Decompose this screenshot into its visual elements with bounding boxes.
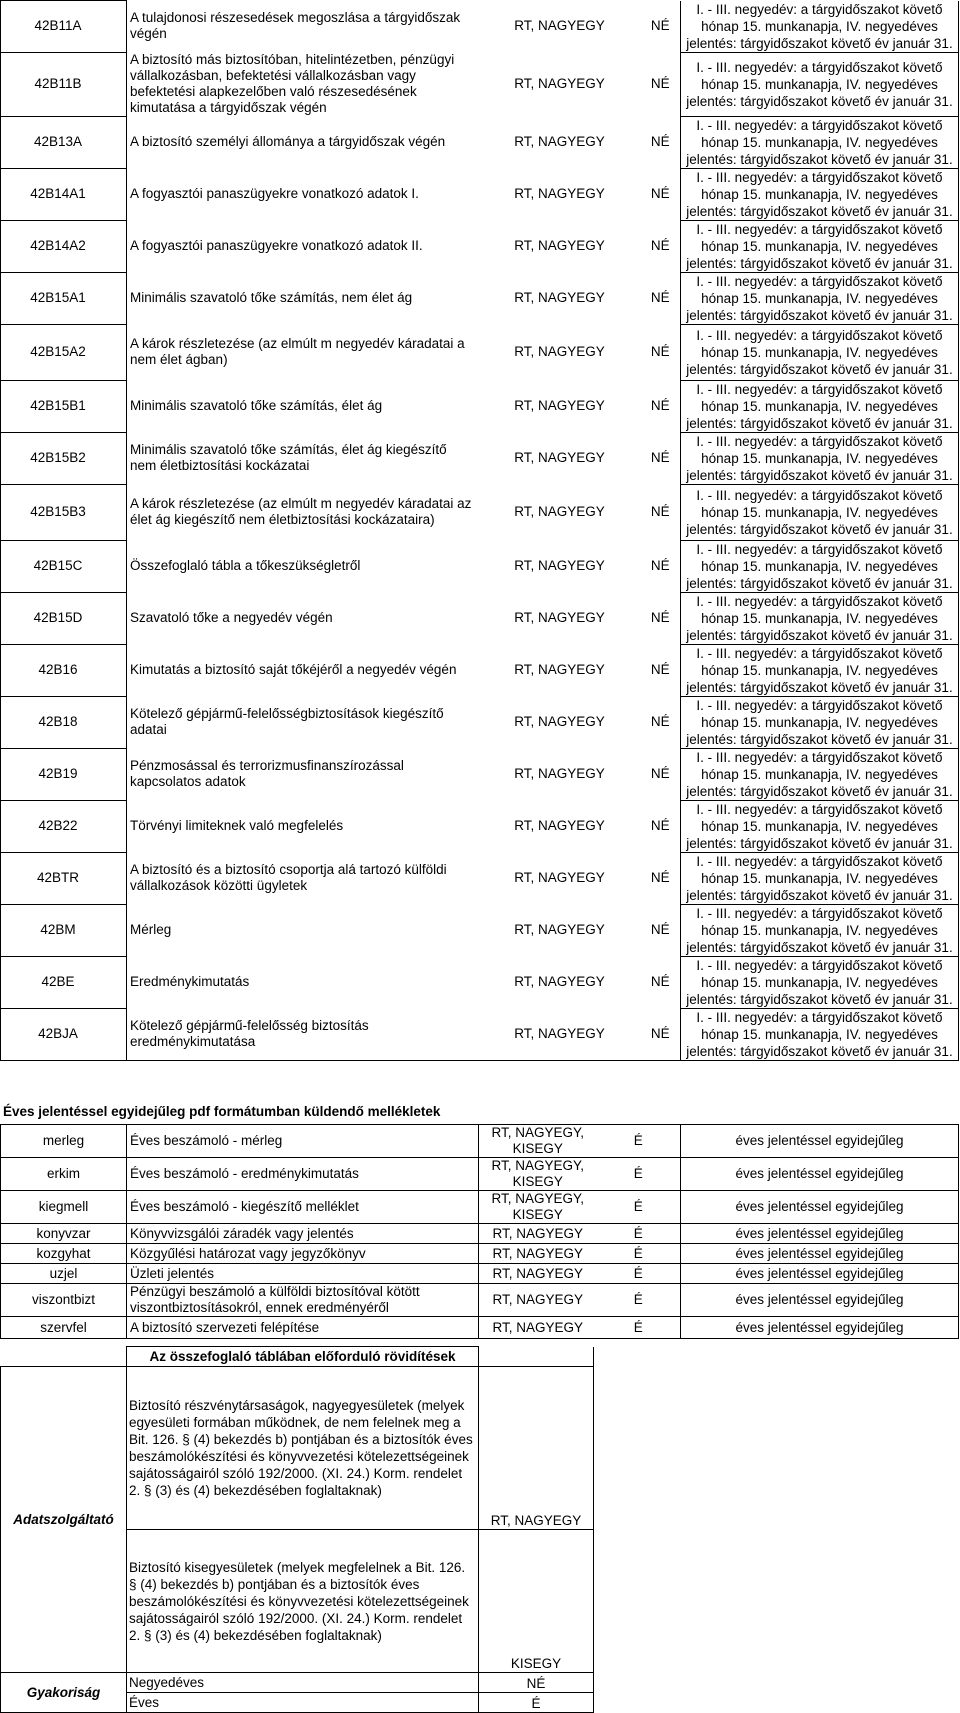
deadline-line1: I. - III. negyedév: a tárgyidőszakot követő (696, 487, 943, 503)
report-description: A fogyasztói panaszügyekre vonatkozó adatok II. (127, 220, 479, 272)
table-row (1, 220, 959, 272)
table-row (1, 696, 959, 748)
report-code: 42B18 (1, 696, 127, 748)
attachment-provider (479, 1158, 597, 1191)
attachment-provider (479, 1317, 597, 1339)
report-code: 42B11B (1, 52, 127, 116)
provider-line-1: RT, NAGYEGY (492, 1245, 584, 1261)
deadline-line2: hónap 15. munkanapja, IV. negyedéves (701, 18, 938, 34)
attachment-provider (479, 1284, 597, 1317)
report-provider: RT, NAGYEGY (514, 238, 605, 253)
report-description: A károk részletezése (az elmúlt m negyedév káradatai a nem élet ágban) (127, 324, 479, 380)
report-deadline (681, 1008, 959, 1060)
deadline-line3: jelentés: tárgyidőszakot követő év január 31. (686, 151, 953, 167)
provider-line-1: RT, NAGYEGY, (491, 1125, 585, 1140)
deadline-line3: jelentés: tárgyidőszakot követő év január 31. (686, 521, 953, 537)
attachment-frequency: É (597, 1317, 681, 1339)
deadline-line2: hónap 15. munkanapja, IV. negyedéves (701, 76, 938, 92)
attachment-code: erkim (1, 1158, 127, 1191)
report-code: 42B13A (1, 116, 127, 168)
table-row (1, 380, 959, 432)
abbr-code-ne: NÉ (479, 1673, 594, 1693)
deadline-line3: jelentés: tárgyidőszakot követő év január 31. (686, 361, 953, 377)
deadline-line3: jelentés: tárgyidőszakot követő év január 31. (686, 679, 953, 695)
report-description: A tulajdonosi részesedések megoszlása a tárgyidőszak végén (127, 1, 479, 53)
deadline-line3: jelentés: tárgyidőszakot követő év január 31. (686, 627, 953, 643)
report-description: Mérleg (127, 904, 479, 956)
table-row (1, 1191, 959, 1224)
table-row (1, 852, 959, 904)
deadline-line1: I. - III. negyedév: a tárgyidőszakot követő (696, 273, 943, 289)
report-frequency: NÉ (650, 766, 670, 781)
table-row (1, 1, 959, 53)
report-code: 42BJA (1, 1008, 127, 1060)
report-frequency: NÉ (641, 1008, 681, 1060)
deadline-line2: hónap 15. munkanapja, IV. negyedéves (701, 766, 938, 782)
attachment-provider (479, 1125, 597, 1158)
table-row (1, 1264, 959, 1284)
deadline-line1: I. - III. negyedév: a tárgyidőszakot követő (696, 1009, 943, 1025)
report-provider: RT, NAGYEGY (514, 922, 605, 937)
report-frequency: NÉ (650, 398, 670, 413)
attachment-provider (479, 1224, 597, 1244)
report-code: 42B15D (1, 592, 127, 644)
table-row (1, 324, 959, 380)
attachment-deadline: éves jelentéssel egyidejűleg (681, 1284, 959, 1317)
deadline-line1: I. - III. negyedév: a tárgyidőszakot követő (696, 1, 943, 17)
attachment-frequency: É (597, 1284, 681, 1317)
report-provider: RT, NAGYEGY (514, 974, 605, 989)
report-description: Pénzmosással és terrorizmusfinanszírozással kapcsolatos adatok (127, 748, 479, 800)
deadline-line1: I. - III. negyedév: a tárgyidőszakot követő (696, 221, 943, 237)
deadline-line1: I. - III. negyedév: a tárgyidőszakot követő (696, 593, 943, 609)
provider-line-2: KISEGY (512, 1174, 563, 1189)
frequency-label: Gyakoriság (1, 1673, 127, 1713)
report-provider: RT, NAGYEGY (514, 714, 605, 729)
attachment-frequency: É (597, 1264, 681, 1284)
report-deadline (681, 540, 959, 592)
attachment-frequency: É (597, 1125, 681, 1158)
deadline-line2: hónap 15. munkanapja, IV. negyedéves (701, 714, 938, 730)
report-description: Kötelező gépjármű-felelősség biztosítás eredménykimutatása (127, 1008, 479, 1060)
deadline-line1: I. - III. negyedév: a tárgyidőszakot követő (696, 645, 943, 661)
report-description: Kötelező gépjármű-felelősségbiztosítások kiegészítő adatai (127, 696, 479, 748)
report-description: A fogyasztói panaszügyekre vonatkozó adatok I. (127, 168, 479, 220)
table-row (1, 592, 959, 644)
deadline-line3: jelentés: tárgyidőszakot követő év január 31. (686, 887, 953, 903)
annual-attachments-title: Éves jelentéssel egyidejűleg pdf formátumban küldendő mellékletek (3, 1104, 441, 1119)
deadline-line3: jelentés: tárgyidőszakot követő év január 31. (686, 731, 953, 747)
report-description: Törvényi limiteknek való megfelelés (127, 800, 479, 852)
deadline-line3: jelentés: tárgyidőszakot követő év január 31. (686, 783, 953, 799)
deadline-line1: I. - III. negyedév: a tárgyidőszakot követő (696, 59, 943, 75)
report-deadline (681, 220, 959, 272)
report-provider: RT, NAGYEGY (514, 610, 605, 625)
deadline-line2: hónap 15. munkanapja, IV. negyedéves (701, 662, 938, 678)
report-frequency: NÉ (650, 504, 670, 519)
deadline-line3: jelentés: tárgyidőszakot követő év január 31. (686, 575, 953, 591)
deadline-line3: jelentés: tárgyidőszakot követő év január 31. (686, 467, 953, 483)
attachment-deadline: éves jelentéssel egyidejűleg (681, 1317, 959, 1339)
provider-line-1: RT, NAGYEGY (492, 1319, 584, 1335)
attachment-frequency: É (597, 1158, 681, 1191)
report-provider: RT, NAGYEGY (514, 134, 605, 149)
deadline-line2: hónap 15. munkanapja, IV. negyedéves (701, 1026, 938, 1042)
deadline-line3: jelentés: tárgyidőszakot követő év január 31. (686, 939, 953, 955)
report-provider: RT, NAGYEGY (514, 504, 605, 519)
report-provider: RT, NAGYEGY (514, 450, 605, 465)
provider-line-2: KISEGY (512, 1141, 563, 1156)
deadline-line2: hónap 15. munkanapja, IV. negyedéves (701, 238, 938, 254)
abbr-code-e: É (479, 1693, 594, 1713)
table-row (1, 116, 959, 168)
deadline-line1: I. - III. negyedév: a tárgyidőszakot követő (696, 801, 943, 817)
table-row (1, 800, 959, 852)
table-row (1, 1008, 959, 1060)
attachment-provider (479, 1191, 597, 1224)
report-provider: RT, NAGYEGY (514, 662, 605, 677)
table-row (1, 644, 959, 696)
report-description: Kimutatás a biztosító saját tőkéjéről a negyedév végén (127, 644, 479, 696)
table-row (1, 432, 959, 484)
table-row (1, 484, 959, 540)
report-code: 42BM (1, 904, 127, 956)
deadline-line1: I. - III. negyedév: a tárgyidőszakot követő (696, 853, 943, 869)
deadline-line1: I. - III. negyedév: a tárgyidőszakot követő (696, 117, 943, 133)
report-description: A károk részletezése (az elmúlt m negyedév káradatai az élet ág kiegészítő nem életbiztosítási kockázataira) (127, 484, 479, 540)
abbr-desc-kisegy: Biztosító kisegyesületek (melyek megfelelnek a Bit. 126. § (4) bekezdés b) pontjában és a biztosítók éves beszámolókészítési és könyvvezetési kötelezettségeinek sajátosságairól szóló 192/2000. (XI. 24.) Korm. rendelet 2. § (3) és (4) bekezdésében foglaltaknak) (127, 1530, 479, 1673)
deadline-line1: I. - III. negyedév: a tárgyidőszakot követő (696, 327, 943, 343)
attachment-deadline: éves jelentéssel egyidejűleg (681, 1244, 959, 1264)
report-description: A biztosító személyi állománya a tárgyidőszak végén (127, 116, 479, 168)
deadline-line2: hónap 15. munkanapja, IV. negyedéves (701, 186, 938, 202)
deadline-line2: hónap 15. munkanapja, IV. negyedéves (701, 610, 938, 626)
table-row (1, 272, 959, 324)
attachment-frequency: É (597, 1191, 681, 1224)
table-row (1, 1224, 959, 1244)
deadline-line2: hónap 15. munkanapja, IV. negyedéves (701, 450, 938, 466)
report-deadline (681, 324, 959, 380)
attachment-frequency: É (597, 1244, 681, 1264)
deadline-line2: hónap 15. munkanapja, IV. negyedéves (701, 134, 938, 150)
report-deadline (681, 800, 959, 852)
report-provider: RT, NAGYEGY (514, 290, 605, 305)
report-frequency: NÉ (650, 870, 670, 885)
attachment-deadline: éves jelentéssel egyidejűleg (681, 1224, 959, 1244)
table-row (1, 1125, 959, 1158)
table-row (1, 904, 959, 956)
report-deadline (681, 168, 959, 220)
deadline-line3: jelentés: tárgyidőszakot követő év január 31. (686, 93, 953, 109)
report-code: 42BE (1, 956, 127, 1008)
provider-line-1: RT, NAGYEGY (492, 1225, 584, 1241)
report-description: Szavatoló tőke a negyedév végén (127, 592, 479, 644)
report-frequency: NÉ (650, 974, 670, 989)
deadline-line2: hónap 15. munkanapja, IV. negyedéves (701, 870, 938, 886)
report-frequency: NÉ (650, 818, 670, 833)
abbr-desc-ne: Negyedéves (127, 1673, 479, 1693)
report-deadline (681, 592, 959, 644)
deadline-line1: I. - III. negyedév: a tárgyidőszakot követő (696, 381, 943, 397)
attachment-code: kiegmell (1, 1191, 127, 1224)
deadline-line3: jelentés: tárgyidőszakot követő év január 31. (686, 991, 953, 1007)
report-frequency: NÉ (650, 922, 670, 937)
table-row (1, 956, 959, 1008)
table-row (1, 52, 959, 116)
abbr-code-kisegy: KISEGY (479, 1530, 594, 1673)
report-description: Összefoglaló tábla a tőkeszükségletről (127, 540, 479, 592)
abbr-desc-e: Éves (127, 1693, 479, 1713)
report-deadline (681, 1, 959, 53)
deadline-line2: hónap 15. munkanapja, IV. negyedéves (701, 290, 938, 306)
table-row (1, 748, 959, 800)
report-code: 42B15A1 (1, 272, 127, 324)
report-deadline (681, 116, 959, 168)
report-deadline (681, 432, 959, 484)
report-deadline (681, 696, 959, 748)
abbreviations-table (0, 1346, 594, 1713)
report-description: A biztosító és a biztosító csoportja alá tartozó külföldi vállalkozások közötti ügyletek (127, 852, 479, 904)
report-code: 42BTR (1, 852, 127, 904)
table-row (1, 540, 959, 592)
deadline-line1: I. - III. negyedév: a tárgyidőszakot követő (696, 433, 943, 449)
deadline-line1: I. - III. negyedév: a tárgyidőszakot követő (696, 169, 943, 185)
provider-line-1: RT, NAGYEGY, (491, 1191, 585, 1206)
report-frequency: NÉ (650, 610, 670, 625)
report-provider: RT, NAGYEGY (514, 558, 605, 573)
report-frequency: NÉ (650, 134, 670, 149)
report-deadline (681, 380, 959, 432)
report-frequency: NÉ (650, 714, 670, 729)
deadline-line3: jelentés: tárgyidőszakot követő év január 31. (686, 835, 953, 851)
table-row (1, 1284, 959, 1317)
report-code: 42B15A2 (1, 324, 127, 380)
attachment-description: Éves beszámoló - eredménykimutatás (127, 1158, 479, 1191)
annual-attachments-table (0, 1124, 959, 1339)
report-provider: RT, NAGYEGY (514, 344, 605, 359)
report-frequency: NÉ (650, 186, 670, 201)
provider-line-1: RT, NAGYEGY (492, 1292, 584, 1307)
attachment-provider (479, 1264, 597, 1284)
attachment-description: Könyvvizsgálói záradék vagy jelentés (127, 1224, 479, 1244)
report-code: 42B11A (1, 1, 127, 53)
report-frequency: NÉ (650, 662, 670, 677)
deadline-line2: hónap 15. munkanapja, IV. negyedéves (701, 974, 938, 990)
deadline-line3: jelentés: tárgyidőszakot követő év január 31. (686, 1043, 953, 1059)
attachment-description: A biztosító szervezeti felépítése (127, 1317, 479, 1339)
provider-line-2: KISEGY (512, 1207, 563, 1222)
report-code: 42B19 (1, 748, 127, 800)
report-frequency: NÉ (650, 450, 670, 465)
report-code: 42B15B2 (1, 432, 127, 484)
report-code: 42B22 (1, 800, 127, 852)
provider-line-1: RT, NAGYEGY, (491, 1158, 585, 1173)
deadline-line2: hónap 15. munkanapja, IV. negyedéves (701, 922, 938, 938)
report-provider: RT, NAGYEGY (514, 766, 605, 781)
deadline-line3: jelentés: tárgyidőszakot követő év január 31. (686, 307, 953, 323)
report-provider: RT, NAGYEGY (514, 870, 605, 885)
attachment-code: uzjel (1, 1264, 127, 1284)
deadline-line2: hónap 15. munkanapja, IV. negyedéves (701, 344, 938, 360)
provider-label: Adatszolgáltató (1, 1367, 127, 1673)
deadline-line1: I. - III. negyedév: a tárgyidőszakot követő (696, 957, 943, 973)
deadline-line1: I. - III. negyedév: a tárgyidőszakot követő (696, 697, 943, 713)
deadline-line1: I. - III. negyedév: a tárgyidőszakot követő (696, 905, 943, 921)
deadline-line3: jelentés: tárgyidőszakot követő év január 31. (686, 415, 953, 431)
report-provider: RT, NAGYEGY (514, 818, 605, 833)
report-deadline (681, 644, 959, 696)
deadline-line2: hónap 15. munkanapja, IV. negyedéves (701, 504, 938, 520)
report-frequency: NÉ (650, 344, 670, 359)
deadline-line2: hónap 15. munkanapja, IV. negyedéves (701, 398, 938, 414)
table-row (1, 1244, 959, 1264)
table-row (1, 1317, 959, 1339)
deadline-line3: jelentés: tárgyidőszakot követő év január 31. (686, 203, 953, 219)
deadline-line2: hónap 15. munkanapja, IV. negyedéves (701, 558, 938, 574)
attachment-deadline: éves jelentéssel egyidejűleg (681, 1191, 959, 1224)
report-description: Minimális szavatoló tőke számítás, nem élet ág (127, 272, 479, 324)
report-frequency: NÉ (650, 290, 670, 305)
attachment-provider (479, 1244, 597, 1264)
report-description: A biztosító más biztosítóban, hitelintézetben, pénzügyi vállalkozásban, befektetési vállalkozásban vagy befektetési alapkezelőben való részesedésének kimutatása a tárgyidőszak végén (127, 52, 479, 116)
report-description: Minimális szavatoló tőke számítás, élet ág kiegészítő nem életbiztosítási kockázatai (127, 432, 479, 484)
deadline-line2: hónap 15. munkanapja, IV. negyedéves (701, 818, 938, 834)
report-frequency: NÉ (650, 18, 670, 34)
report-code: 42B15B1 (1, 380, 127, 432)
report-deadline (681, 272, 959, 324)
attachment-description: Éves beszámoló - kiegészítő melléklet (127, 1191, 479, 1224)
attachment-description: Pénzügyi beszámoló a külföldi biztosítóval kötött viszontbiztosításokról, ennek eredményéről (127, 1284, 479, 1317)
attachment-code: konyvzar (1, 1224, 127, 1244)
table-row (1, 168, 959, 220)
attachment-description: Üzleti jelentés (127, 1264, 479, 1284)
report-frequency: NÉ (650, 558, 670, 573)
report-provider: RT, NAGYEGY (479, 1008, 641, 1060)
attachment-code: szervfel (1, 1317, 127, 1339)
report-provider: RT, NAGYEGY (514, 18, 605, 34)
attachment-code: viszontbizt (1, 1284, 127, 1317)
table-row (1, 1158, 959, 1191)
attachment-deadline: éves jelentéssel egyidejűleg (681, 1125, 959, 1158)
report-code: 42B16 (1, 644, 127, 696)
report-deadline (681, 748, 959, 800)
report-code: 42B15C (1, 540, 127, 592)
report-provider: RT, NAGYEGY (514, 76, 605, 91)
report-description: Eredménykimutatás (127, 956, 479, 1008)
attachment-deadline: éves jelentéssel egyidejűleg (681, 1264, 959, 1284)
report-code: 42B14A2 (1, 220, 127, 272)
abbr-code-rt: RT, NAGYEGY (479, 1367, 594, 1530)
report-deadline (681, 52, 959, 116)
report-deadline (681, 904, 959, 956)
attachment-frequency: É (597, 1224, 681, 1244)
report-deadline (681, 484, 959, 540)
deadline-line1: I. - III. negyedév: a tárgyidőszakot követő (696, 749, 943, 765)
deadline-line3: jelentés: tárgyidőszakot követő év január 31. (686, 35, 953, 51)
deadline-line1: I. - III. negyedév: a tárgyidőszakot követő (696, 541, 943, 557)
attachment-code: merleg (1, 1125, 127, 1158)
report-frequency: NÉ (650, 76, 670, 91)
abbr-desc-rt: Biztosító részvénytársaságok, nagyegyesületek (melyek egyesületi formában működnek, de nem felelnek meg a Bit. 126. § (4) bekezdés b) pontjában és a biztosítók éves beszámolókészítési és könyvvezetési kötelezettségeinek sajátosságairól szóló 192/2000. (XI. 24.) Korm. rendelet 2. § (3) és (4) bekezdésében foglaltaknak) (127, 1367, 479, 1530)
abbreviations-title: Az összefoglaló táblában előforduló rövidítések (127, 1347, 479, 1367)
report-description: Minimális szavatoló tőke számítás, élet ág (127, 380, 479, 432)
report-deadline (681, 956, 959, 1008)
report-code: 42B15B3 (1, 484, 127, 540)
report-provider: RT, NAGYEGY (514, 186, 605, 201)
attachment-description: Közgyűlési határozat vagy jegyzőkönyv (127, 1244, 479, 1264)
deadline-line3: jelentés: tárgyidőszakot követő év január 31. (686, 255, 953, 271)
attachment-description: Éves beszámoló - mérleg (127, 1125, 479, 1158)
report-frequency: NÉ (650, 238, 670, 253)
attachment-code: kozgyhat (1, 1244, 127, 1264)
report-provider: RT, NAGYEGY (514, 398, 605, 413)
provider-line-1: RT, NAGYEGY (492, 1265, 584, 1281)
attachment-deadline: éves jelentéssel egyidejűleg (681, 1158, 959, 1191)
report-code: 42B14A1 (1, 168, 127, 220)
report-deadline (681, 852, 959, 904)
